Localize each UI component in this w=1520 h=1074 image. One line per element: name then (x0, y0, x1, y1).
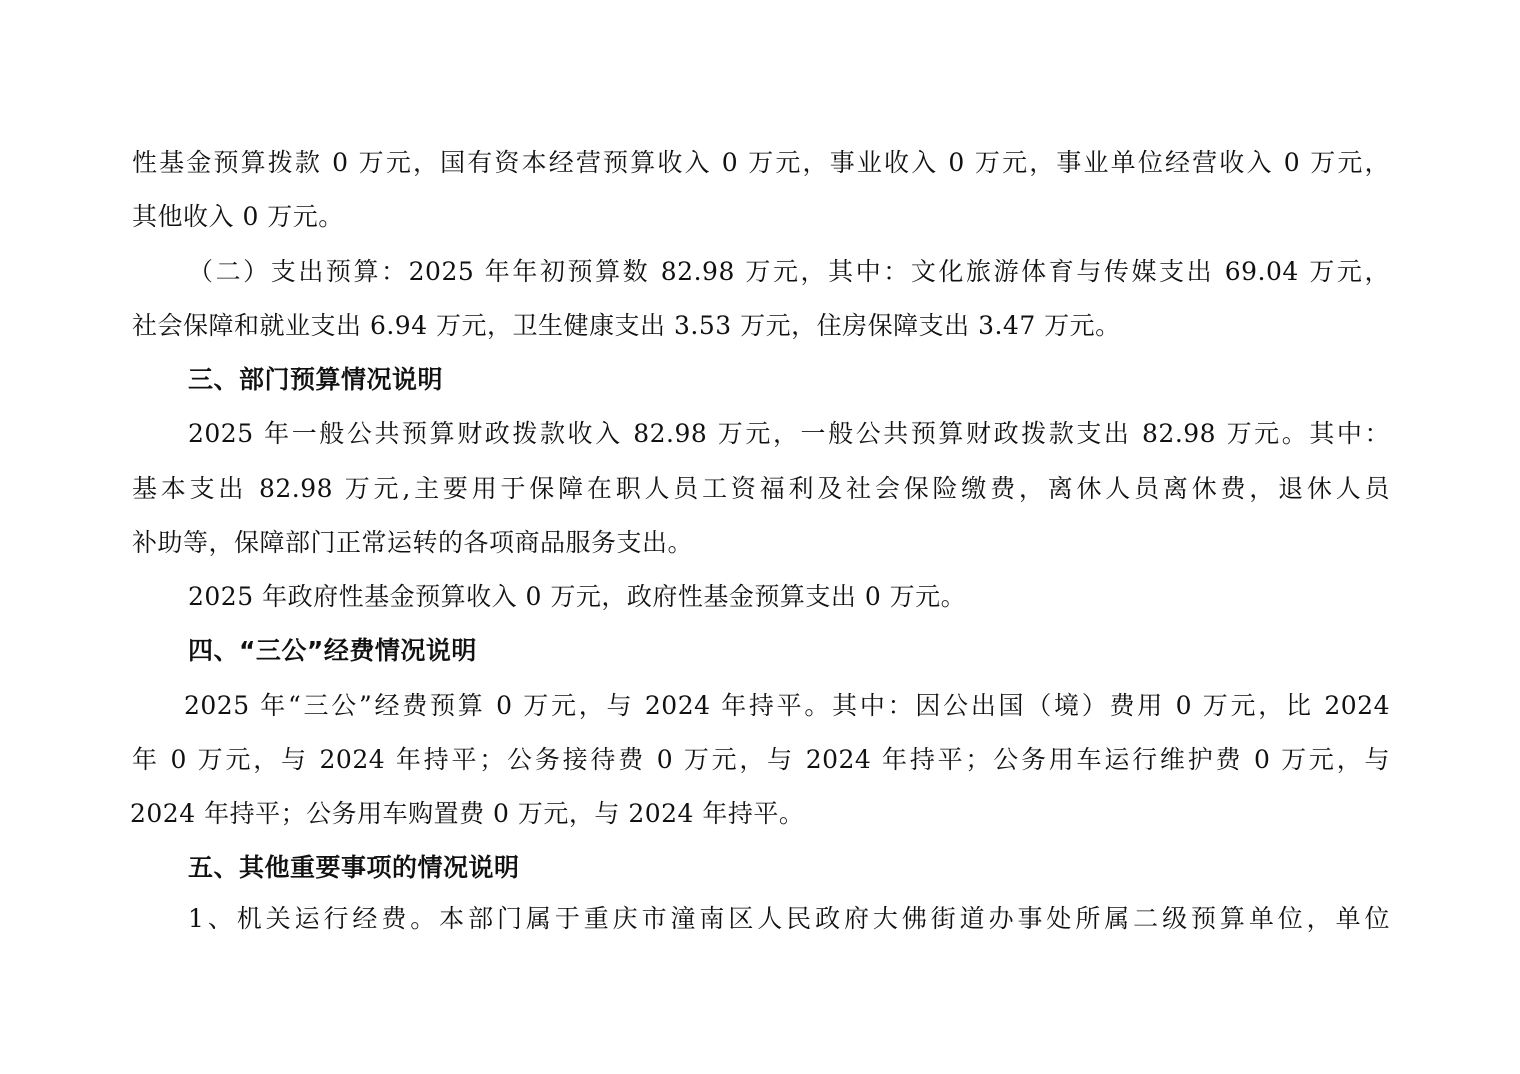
paragraph-line: 1、机关运行经费。本部门属于重庆市潼南区人民政府大佛街道办事处所属二级预算单位，单位 (188, 904, 1390, 933)
section-heading-5: 五、其他重要事项的情况说明 (188, 853, 520, 882)
paragraph-line: 2025 年政府性基金预算收入 0 万元，政府性基金预算支出 0 万元。 (188, 582, 967, 611)
paragraph-line: 2025 年一般公共预算财政拨款收入 82.98 万元，一般公共预算财政拨款支出 82.98 万元。其中： (188, 419, 1390, 448)
paragraph-line: 性基金预算拨款 0 万元，国有资本经营预算收入 0 万元，事业收入 0 万元，事业单位经营收入 0 万元， (132, 148, 1390, 177)
paragraph-line: 2024 年持平；公务用车购置费 0 万元，与 2024 年持平。 (130, 799, 805, 828)
paragraph-line: 2025 年“三公”经费预算 0 万元，与 2024 年持平。其中：因公出国（境）费用 0 万元，比 2024 (184, 691, 1390, 720)
paragraph-line: 补助等，保障部门正常运转的各项商品服务支出。 (132, 528, 694, 557)
paragraph-line: 社会保障和就业支出 6.94 万元，卫生健康支出 3.53 万元，住房保障支出 3.47 万元。 (132, 311, 1121, 340)
section-heading-3: 三、部门预算情况说明 (188, 365, 444, 394)
paragraph-line: （二）支出预算：2025 年年初预算数 82.98 万元，其中：文化旅游体育与传媒支出 69.04 万元， (188, 257, 1390, 286)
paragraph-line: 其他收入 0 万元。 (132, 202, 344, 231)
paragraph-line: 年 0 万元，与 2024 年持平；公务接待费 0 万元，与 2024 年持平；公务用车运行维护费 0 万元，与 (132, 745, 1390, 774)
section-heading-4: 四、“三公”经费情况说明 (188, 636, 477, 665)
paragraph-line: 基本支出 82.98 万元,主要用于保障在职人员工资福利及社会保险缴费，离休人员离休费，退休人员 (132, 474, 1390, 503)
